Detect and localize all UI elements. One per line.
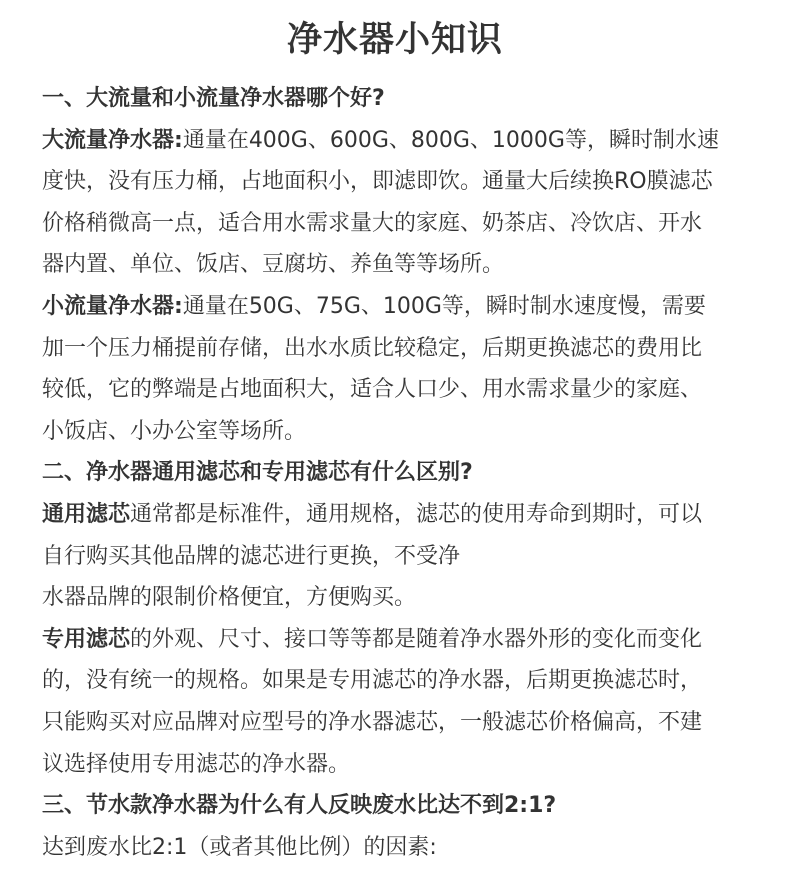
paragraph-large-flow-line-4: 器内置、单位、饭店、豆腐坊、养鱼等等场所。: [42, 252, 505, 278]
paragraph-special-filter-line-3: 只能购买对应品牌对应型号的净水器滤芯，一般滤芯价格偏高，不建: [42, 709, 703, 735]
paragraph-general-filter-line-1: [42, 494, 762, 536]
section-heading-3: 三、节水款净水器为什么有人反映废水比达不到2:1?: [42, 793, 557, 819]
paragraph-special-filter-line-1: [42, 619, 762, 661]
term-general-filter: 通用滤芯: [42, 501, 131, 527]
term-special-filter: 专用滤芯: [42, 626, 131, 652]
paragraph-small-flow-line-3: 较低，它的弊端是占地面积大，适合人口少、用水需求量少的家庭、: [42, 377, 703, 403]
paragraph-text: 通量在50G、75G、100G等，瞬时制水速度慢，需要: [182, 293, 706, 319]
paragraph-large-flow-line-1: [42, 120, 762, 162]
paragraph-special-filter-line-2: 的，没有统一的规格。如果是专用滤芯的净水器，后期更换滤芯时，: [42, 668, 703, 694]
paragraph-small-flow-line-4: 小饭店、小办公室等场所。: [42, 418, 307, 444]
paragraph-text: 通常都是标准件，通用规格，滤芯的使用寿命到期时，可以: [130, 501, 703, 527]
section-heading-2: 二、净水器通用滤芯和专用滤芯有什么区别?: [42, 460, 473, 486]
term-large-flow: 大流量净水器:: [42, 127, 183, 153]
paragraph-text: 通量在400G、600G、800G、1000G等，瞬时制水速: [182, 127, 719, 153]
paragraph-special-filter-line-4: 议选择使用专用滤芯的净水器。: [42, 751, 351, 777]
paragraph-waste-ratio-line-1: 达到废水比2:1（或者其他比例）的因素:: [42, 834, 437, 860]
term-small-flow: 小流量净水器:: [42, 293, 183, 319]
paragraph-large-flow-line-3: 价格稍微高一点，适合用水需求量大的家庭、奶茶店、冷饮店、开水: [42, 210, 703, 236]
paragraph-small-flow-line-1: [42, 286, 762, 328]
paragraph-general-filter-line-2: 自行购买其他品牌的滤芯进行更换，不受净: [42, 543, 461, 569]
article-body: [42, 78, 762, 868]
page-title: 净水器小知识: [286, 20, 503, 60]
paragraph-general-filter-line-3: 水器品牌的限制价格便宜，方便购买。: [42, 585, 417, 611]
paragraph-small-flow-line-2: 加一个压力桶提前存储，出水水质比较稳定，后期更换滤芯的费用比: [42, 335, 703, 361]
paragraph-text: 的外观、尺寸、接口等等都是随着净水器外形的变化而变化: [130, 626, 703, 652]
paragraph-large-flow-line-2: 度快，没有压力桶，占地面积小，即滤即饮。通量大后续换RO膜滤芯: [42, 169, 713, 195]
section-heading-1: 一、大流量和小流量净水器哪个好?: [42, 86, 385, 111]
